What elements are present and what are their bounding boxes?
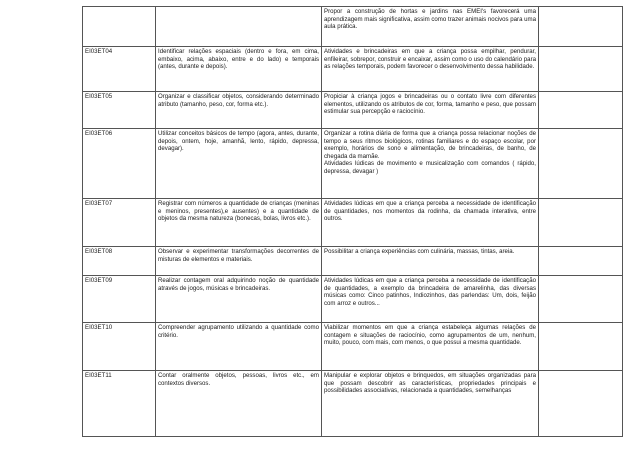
table-row — [83, 7, 623, 47]
activity-paragraph: Viabilizar momentos em que a criança estabeleça algumas relações de contagem e situações de raciocínio, como agrupamentos de um, nenhum, muito, pouco, com mais, com menos, o que possui a mesma quantidade. — [324, 324, 536, 347]
empty-cell — [539, 276, 623, 323]
empty-cell — [539, 371, 623, 437]
bncc-objectives-table — [82, 6, 623, 437]
empty-cell — [539, 199, 623, 247]
activity-paragraph: Propor a construção de hortas e jardins nas EMEI's favorecerá uma aprendizagem mais significativa, assim como trazer animais nocivos para uma aula prática. — [324, 8, 537, 31]
activity-text — [322, 247, 539, 276]
objective-code: EI03ET08 — [83, 247, 156, 276]
objective-code: EI03ET05 — [83, 92, 156, 129]
activity-text — [322, 323, 539, 371]
activity-text — [322, 7, 539, 47]
activity-paragraph: Manipular e explorar objetos e brinquedos, em situações organizadas para que possam descobrir as características, propriedades principais e possibilidades associativas, relacionada a quantidades, semelhanças — [324, 372, 536, 395]
objective-text: Registrar com números a quantidade de crianças (meninas e meninos, presentes),e ausentes) e a quantidade de objetos da mesma natureza (bonecas, bolas, livros etc.). — [156, 199, 322, 247]
activity-text — [322, 92, 539, 129]
objective-text: Organizar e classificar objetos, considerando determinado atributo (tamanho, peso, cor, forma etc.). — [156, 92, 322, 129]
table-row — [83, 247, 623, 276]
activity-text — [322, 129, 539, 199]
objective-code: EI03ET09 — [83, 276, 156, 323]
objective-text: Identificar relações espaciais (dentro e fora, em cima, embaixo, acima, abaixo, entre e do lado) e temporais (antes, durante e depois). — [156, 47, 322, 92]
empty-cell — [539, 323, 623, 371]
table-row — [83, 47, 623, 92]
empty-cell — [539, 92, 623, 129]
objective-code: EI03ET10 — [83, 323, 156, 371]
objective-text: Observar e experimentar transformações decorrentes de misturas de elementos e materiais. — [156, 247, 322, 276]
objective-text: Contar oralmente objetos, pessoas, livros etc., em contextos diversos. — [156, 371, 322, 437]
objective-text: Realizar contagem oral adquirindo noção de quantidade através de jogos, músicas e brincadeiras. — [156, 276, 322, 323]
objective-code: EI03ET06 — [83, 129, 156, 199]
table-row — [83, 199, 623, 247]
activity-paragraph: Atividades e brincadeiras em que a criança possa empilhar, pendurar, enfileirar, sobrepor, construir e encaixar, assim como o uso do calendário para as relações temporais, podem favorecer o desenvolvimento dessa habilidade. — [324, 48, 536, 71]
activity-text — [322, 276, 539, 323]
objective-text: Utilizar conceitos básicos de tempo (agora, antes, durante, depois, ontem, hoje, amanhã, lento, rápido, depressa, devagar). — [156, 129, 322, 199]
objective-code: EI03ET04 — [83, 47, 156, 92]
activity-paragraph: Atividades lúdicas em que a criança perceba a necessidade de identificação de quantidades, nos momentos da rodinha, da chamada interativa, entre outros. — [324, 200, 536, 223]
table-row — [83, 276, 623, 323]
activity-paragraph: Atividades lúdicas de movimento e musicalização com comandos ( rápido, depressa, devagar ) — [324, 160, 536, 175]
objective-code: EI03ET07 — [83, 199, 156, 247]
table-row — [83, 129, 623, 199]
table-row — [83, 92, 623, 129]
objective-text — [156, 7, 322, 47]
empty-cell — [539, 47, 623, 92]
activity-paragraph: Organizar a rotina diária de forma que a criança possa relacionar noções de tempo a seus ritmos biológicos, rotinas familiares e do espaço escolar, por exemplo, horários de sono e alimentação, de brincadeiras, de banho, de chegada da mamãe. — [324, 130, 536, 160]
activity-paragraph: Propiciar à criança jogos e brincadeiras ou o contato livre com diferentes elementos, utilizando os atributos de cor, forma, tamanho e peso, que possam estimular sua percepção e raciocínio. — [324, 93, 536, 116]
objective-code: EI03ET11 — [83, 371, 156, 437]
table-row — [83, 323, 623, 371]
objective-text: Compreender agrupamento utilizando a quantidade como critério. — [156, 323, 322, 371]
activity-paragraph: Atividades lúdicas em que a criança perceba a necessidade de identificação de quantidades, a exemplo da brincadeira de amarelinha, das diversas músicas como: Cinco patinhos, Indiozinhos, das parlendas: Um, dois, feijão com arroz e outros... — [324, 277, 536, 307]
empty-cell — [539, 129, 623, 199]
empty-cell — [539, 7, 623, 47]
activity-text — [322, 371, 539, 437]
activity-text — [322, 199, 539, 247]
activity-paragraph: Possibilitar a criança experiências com culinária, massas, tintas, areia. — [324, 248, 515, 255]
table-row — [83, 371, 623, 437]
activity-text — [322, 47, 539, 92]
objective-code — [83, 7, 156, 47]
empty-cell — [539, 247, 623, 276]
